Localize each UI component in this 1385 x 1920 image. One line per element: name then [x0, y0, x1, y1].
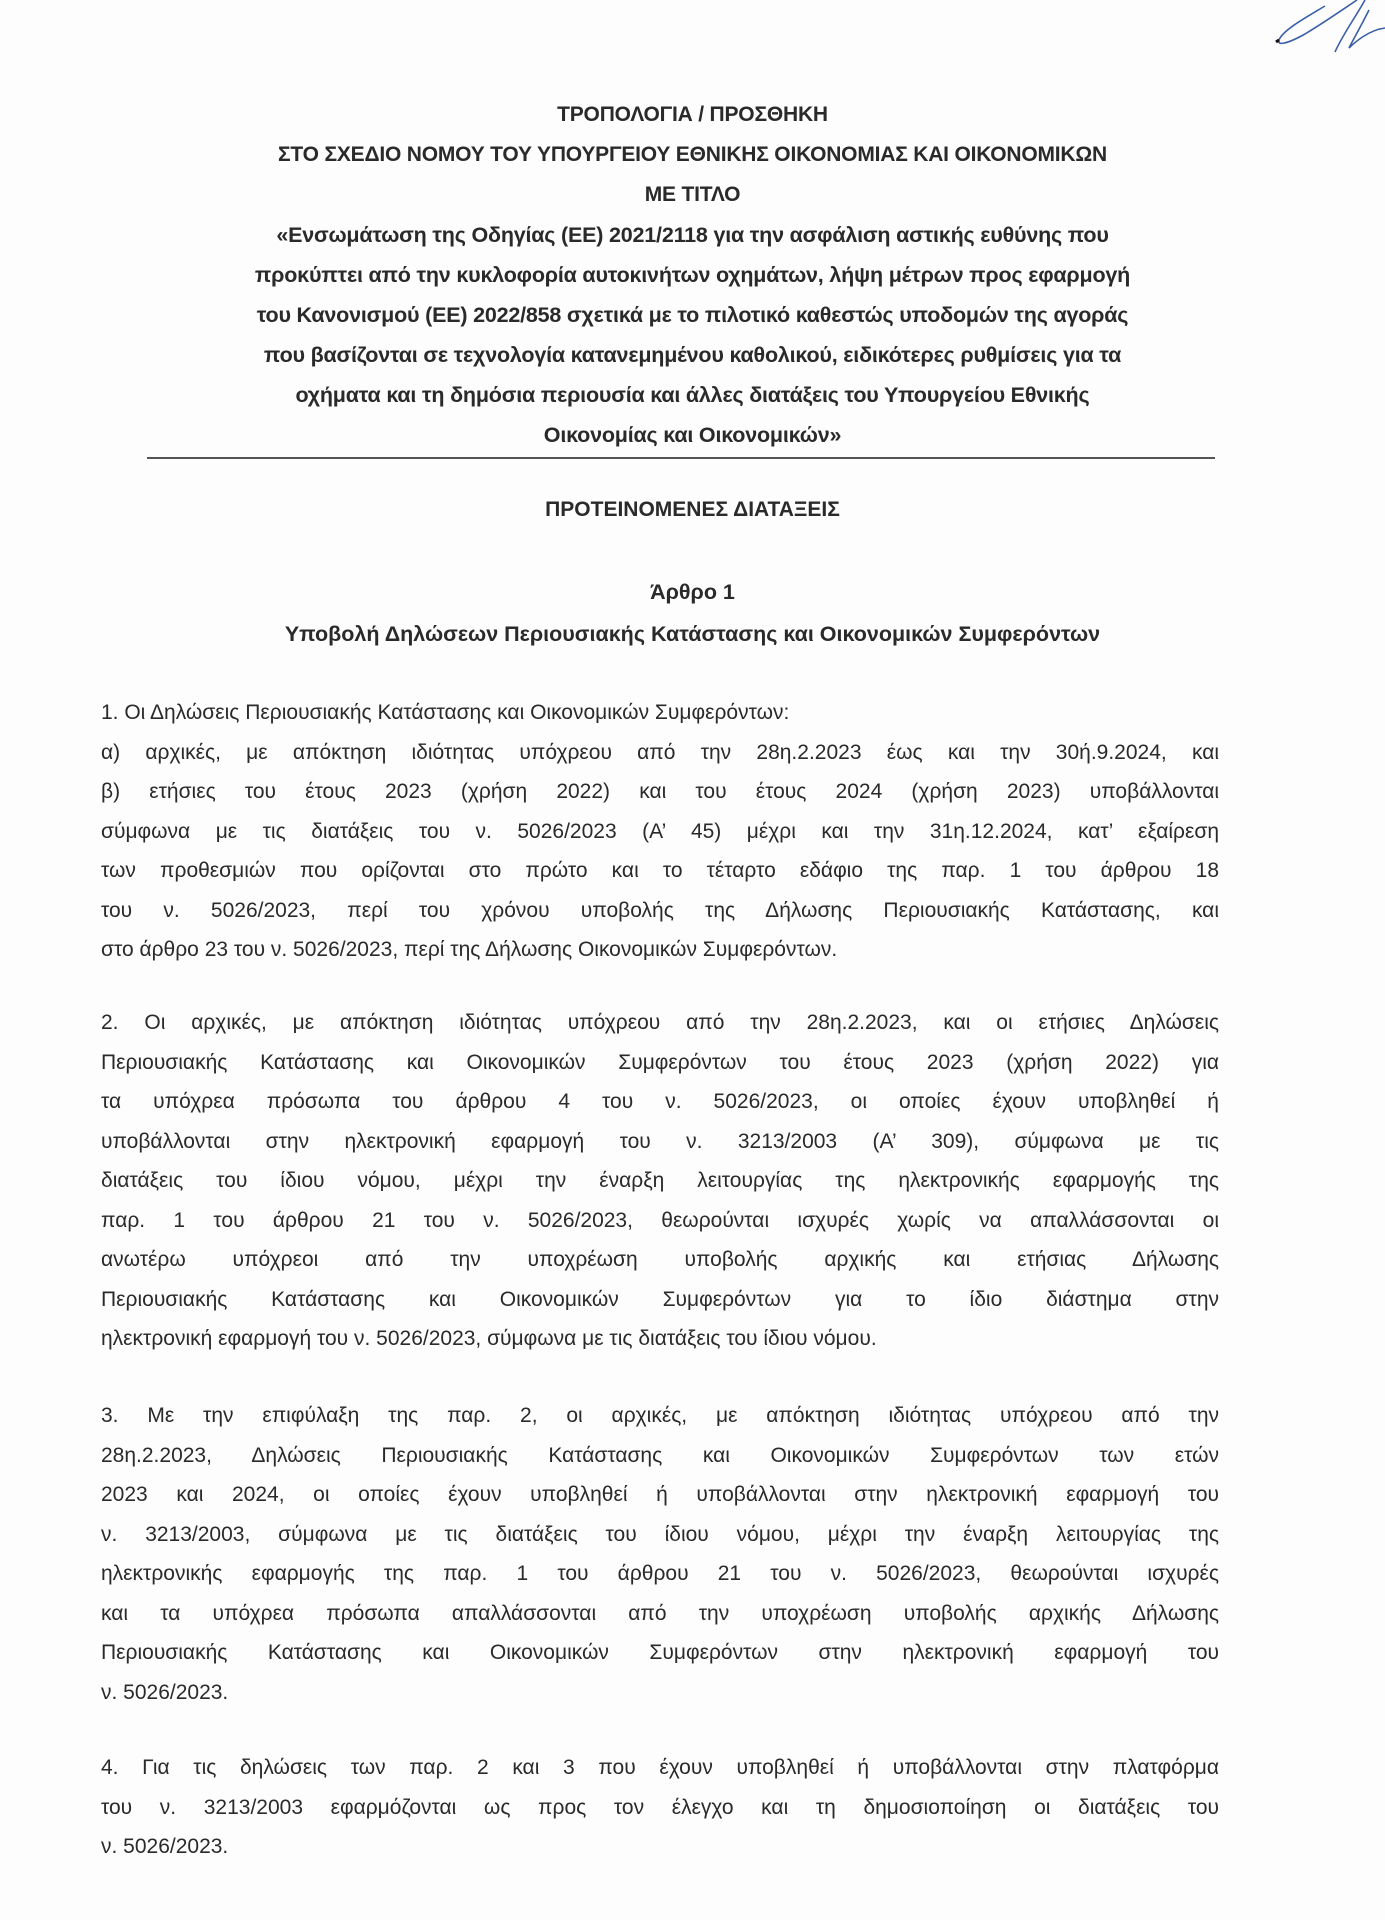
paragraph-line: του ν. 3213/2003 εφαρμόζονται ως προς τον έλεγχο και τη δημοσιοποίηση οι διατάξεις του — [101, 1795, 1219, 1819]
article-title: Υποβολή Δηλώσεων Περιουσιακής Κατάστασης και Οικονομικών Συμφερόντων — [284, 622, 1101, 646]
bill-title-line: οχήματα και τη δημόσια περιουσία και άλλες διατάξεις του Υπουργείου Εθνικής — [295, 383, 1090, 407]
bill-title-line: του Κανονισμού (ΕΕ) 2022/858 σχετικά με το πιλοτικό καθεστώς υποδομών της αγοράς — [256, 303, 1129, 327]
paragraph-line: ν. 5026/2023. — [101, 1680, 229, 1704]
paragraph-line: Περιουσιακής Κατάστασης και Οικονομικών Συμφερόντων για το ίδιο διάστημα στην — [101, 1287, 1219, 1311]
bill-title-line: προκύπτει από την κυκλοφορία αυτοκινήτων οχημάτων, λήψη μέτρων προς εφαρμογή — [254, 263, 1131, 287]
header-line: ΣΤΟ ΣΧΕΔΙΟ ΝΟΜΟΥ ΤΟΥ ΥΠΟΥΡΓΕΙΟΥ ΕΘΝΙΚΗΣ ΟΙΚΟΝΟΜΙΑΣ ΚΑΙ ΟΙΚΟΝΟΜΙΚΩΝ — [278, 143, 1107, 166]
paragraph-line: 1. Οι Δηλώσεις Περιουσιακής Κατάστασης και Οικονομικών Συμφερόντων: — [101, 701, 790, 724]
paragraph-line: 3. Με την επιφύλαξη της παρ. 2, οι αρχικές, με απόκτηση ιδιότητας υπόχρεου από την — [101, 1404, 1219, 1427]
paragraph-line: ανωτέρω υπόχρεοι από την υποχρέωση υποβολής αρχικής και ετήσιας Δήλωσης — [101, 1248, 1219, 1271]
paragraph-line: ν. 5026/2023. — [101, 1835, 229, 1858]
paragraph-line: β) ετήσιες του έτους 2023 (χρήση 2022) και του έτους 2024 (χρήση 2023) υποβάλλονται — [101, 780, 1219, 803]
paragraph-line: τα υπόχρεα πρόσωπα του άρθρου 4 του ν. 5026/2023, οι οποίες έχουν υποβληθεί ή — [101, 1090, 1219, 1113]
paragraph-line: ηλεκτρονικής εφαρμογής της παρ. 1 του άρθρου 21 του ν. 5026/2023, θεωρούνται ισχυρές — [101, 1562, 1219, 1585]
article-number: Άρθρο 1 — [650, 580, 735, 604]
paragraph-line: 4. Για τις δηλώσεις των παρ. 2 και 3 που έχουν υποβληθεί ή υποβάλλονται στην πλατφόρμα — [101, 1756, 1219, 1779]
paragraph-line: και τα υπόχρεα πρόσωπα απαλλάσσονται από την υποχρέωση υποβολής αρχικής Δήλωσης — [101, 1601, 1219, 1625]
paragraph-line: των προθεσμιών που ορίζονται στο πρώτο και το τέταρτο εδάφιο της παρ. 1 του άρθρου 18 — [101, 859, 1219, 882]
paragraph-2 — [101, 1003, 1219, 1359]
paragraph-line: Περιουσιακής Κατάστασης και Οικονομικών Συμφερόντων του έτους 2023 (χρήση 2022) για — [101, 1050, 1219, 1074]
section-title: ΠΡΟΤΕΙΝΟΜΕΝΕΣ ΔΙΑΤΑΞΕΙΣ — [545, 498, 840, 521]
paragraph-line: 28η.2.2023, Δηλώσεις Περιουσιακής Κατάστασης και Οικονομικών Συμφερόντων των ετών — [101, 1443, 1219, 1467]
paragraph-line: ν. 3213/2003, σύμφωνα με τις διατάξεις του ίδιου νόμου, μέχρι την έναρξη λειτουργίας της — [101, 1522, 1219, 1546]
bill-title — [130, 215, 1255, 455]
paragraph-line: ηλεκτρονική εφαρμογή του ν. 5026/2023, σύμφωνα με τις διατάξεις του ίδιου νόμου. — [101, 1327, 877, 1350]
paragraph-line: παρ. 1 του άρθρου 21 του ν. 5026/2023, θεωρούνται ισχυρές χωρίς να απαλλάσσονται οι — [101, 1208, 1219, 1232]
header-line: ΜΕ ΤΙΤΛΟ — [644, 183, 741, 206]
paragraph-line: 2023 και 2024, οι οποίες έχουν υποβληθεί ή υποβάλλονται στην ηλεκτρονική εφαρμογή του — [101, 1483, 1219, 1506]
bill-title-line: που βασίζονται σε τεχνολογία κατανεμημένου καθολικού, ειδικότερες ρυθμίσεις για τα — [263, 343, 1122, 367]
paragraph-line: α) αρχικές, με απόκτηση ιδιότητας υπόχρεου από την 28η.2.2023 έως και την 30ή.9.2024, και — [101, 740, 1219, 764]
amendment-header — [130, 95, 1255, 455]
paragraph-line: υποβάλλονται στην ηλεκτρονική εφαρμογή του ν. 3213/2003 (Α’ 309), σύμφωνα με τις — [101, 1129, 1219, 1153]
paragraph-line: 2. Οι αρχικές, με απόκτηση ιδιότητας υπόχρεου από την 28η.2.2023, και οι ετήσιες Δηλώσεις — [101, 1011, 1219, 1034]
paragraph-1 — [101, 693, 1219, 970]
header-line: ΤΡΟΠΟΛΟΓΙΑ / ΠΡΟΣΘΗΚΗ — [557, 103, 828, 126]
paragraph-3 — [101, 1396, 1219, 1712]
paragraph-line: σύμφωνα με τις διατάξεις του ν. 5026/2023 (Α’ 45) μέχρι και την 31η.12.2024, κατ’ εξαίρεση — [101, 819, 1219, 843]
paragraph-line: Περιουσιακής Κατάστασης και Οικονομικών Συμφερόντων στην ηλεκτρονική εφαρμογή του — [101, 1641, 1219, 1664]
paragraph-line: στο άρθρο 23 του ν. 5026/2023, περί της Δήλωσης Οικονομικών Συμφερόντων. — [101, 938, 838, 961]
paragraph-4 — [101, 1748, 1219, 1867]
handwritten-signature-icon — [1265, 0, 1385, 70]
bill-title-line: Οικονομίας και Οικονομικών» — [543, 423, 842, 447]
paragraph-line: διατάξεις του ίδιου νόμου, μέχρι την έναρξη λειτουργίας της ηλεκτρονικής εφαρμογής της — [101, 1169, 1219, 1192]
paragraph-line: του ν. 5026/2023, περί του χρόνου υποβολής της Δήλωσης Περιουσιακής Κατάστασης, και — [101, 898, 1219, 922]
bill-title-line: «Ενσωμάτωση της Οδηγίας (ΕΕ) 2021/2118 για την ασφάλιση αστικής ευθύνης που — [276, 223, 1109, 247]
horizontal-divider — [147, 457, 1215, 459]
